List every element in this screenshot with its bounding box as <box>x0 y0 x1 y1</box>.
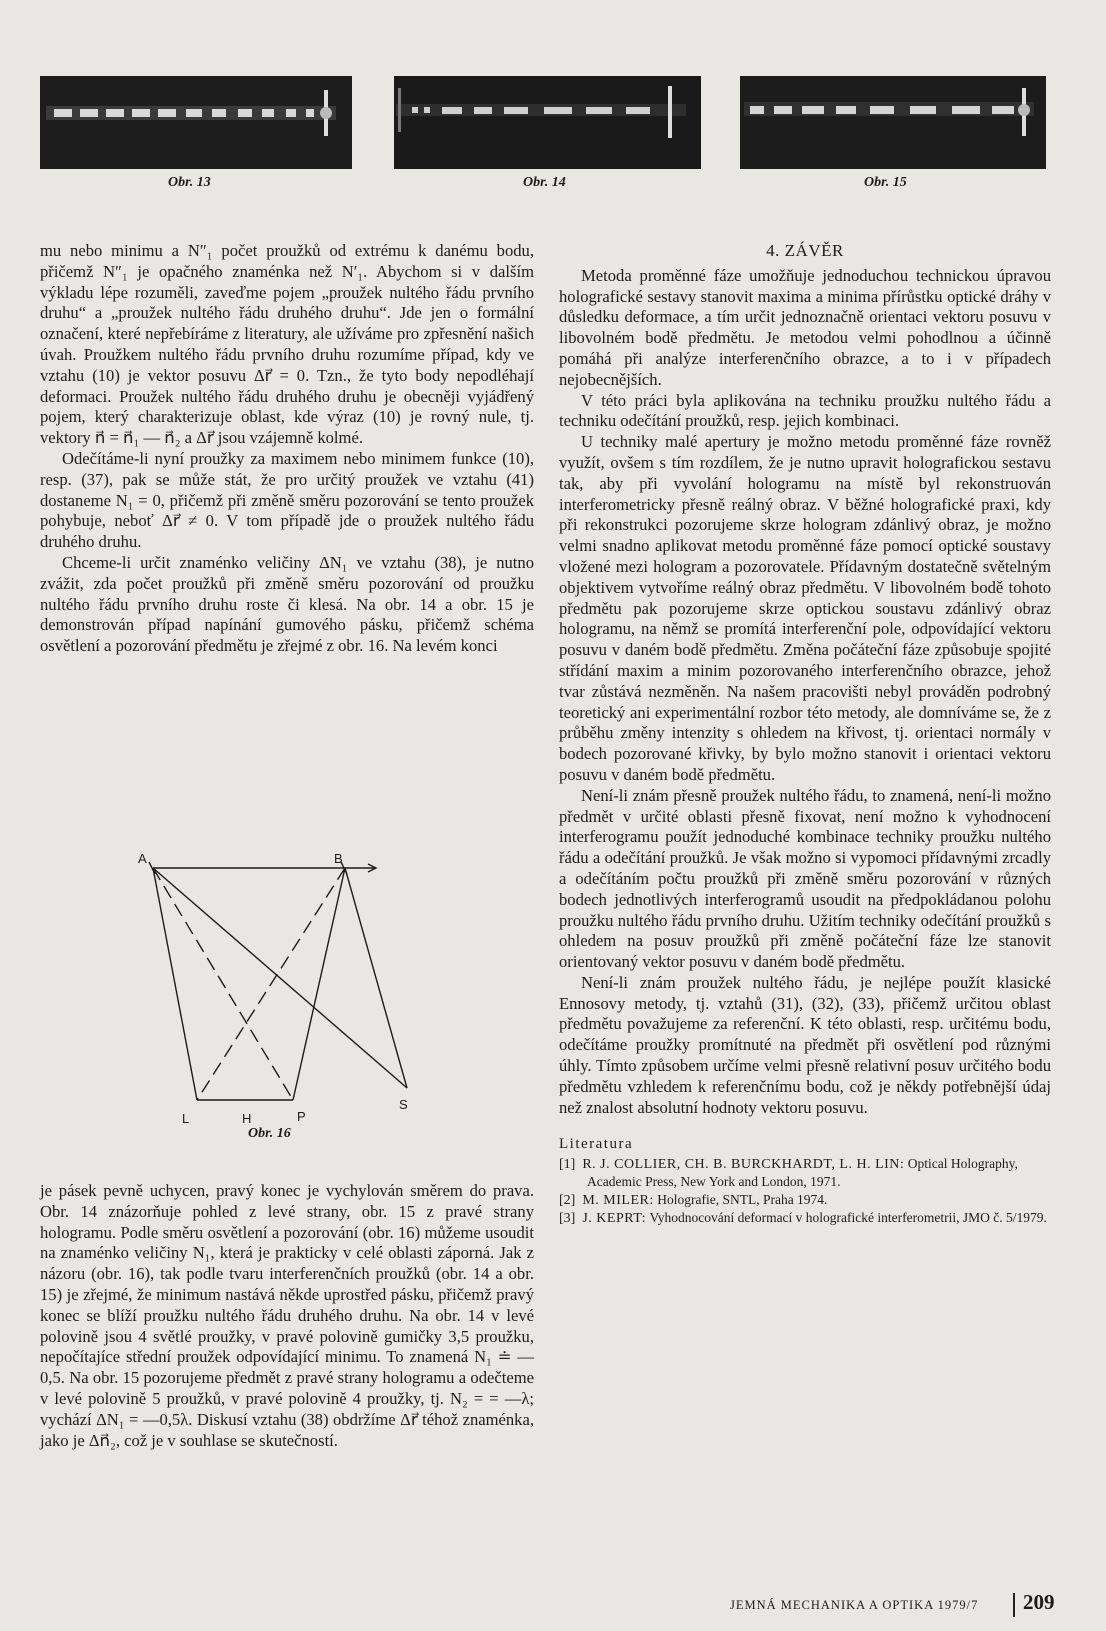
paragraph: Není-li znám přesně proužek nultého řádu, to znamená, není-li možno předmět v určité oblasti přesně fixovat, není možno k vyhodnocení interferogramu použít jednoduché kombinace techniky proužku nultého řádu a odečítání proužků. Je však možno si vypomoci přídavnými zrcadly a odečítáním počtu proužků při změně směru pozorování v různých bodech jednotlivých interferogramů usoudit na předpokládanou polohu proužku nultého řádu prvního druhu. Užitím techniky odečítání proužků s ohledem na posuv proužků při změně počáteční fáze lze stanovit orientovaný vektor posuvu v daném bodě předmětu. <box>559 785 1051 972</box>
reference-item <box>559 1155 1051 1191</box>
reference-item <box>559 1209 1051 1227</box>
left-column-bottom <box>40 1181 534 1451</box>
line-bp <box>293 868 345 1100</box>
label-s: S <box>399 1097 408 1112</box>
figure-13-photo <box>40 76 352 169</box>
figure-14-caption: Obr. 14 <box>523 175 566 190</box>
section-heading: 4. ZÁVĚR <box>766 241 844 260</box>
figure-15-photo <box>740 76 1046 169</box>
paragraph: U techniky malé apertury je možno metodu proměnné fáze rovněž využít, ovšem s tím rozdílem, že je nutno upravit holografickou sestavu tak, aby při vyvolání hologramu na místě byl rekonstruován interferometricky přesně reálný obraz. V běžné holografické praxi, kdy při rekonstrukci pozorujeme skrze hologram zdánlivý obraz, je možno velmi snadno aplikovat metodu proměnné fáze pomocí optické soustavy vložené mezi hologram a pozorovatele. Přídavným dostatečně světelným objektivem vytvoříme reálný obraz předmětu. V libovolném bodě tohoto předmětu pak pozorujeme skrze optickou soustavu zdánlivý obraz hologramu, na němž se promítá interferenční pole, odpovídající vektoru posuvu v daném bodě předmětu. Změna počáteční fáze způsobuje spojité střídání maxim a minim pozorovaného interferenčního obrazce, jehož tvar zůstává nezměněn. Na našem pracovišti nebyl prováděn podrobný teoretický ani experimentální rozbor této metody, ale domníváme se, že z průběhu změny intenzity s ohledem na křivost, tj. orientaci normály v bodech pozorované křivky, by bylo možno stanovit i orientaci vektoru posuvu v daném bodě předmětu. <box>559 432 1051 784</box>
paragraph: Metoda proměnné fáze umožňuje jednoduchou technickou úpravou holografické sestavy stanovit maxima a minima přírůstku optické dráhy v důsledku deformace, a tím určit jednoznačně orientaci vektoru posuvu v libovolném bodě předmětu. Je metodou velmi pohodlnou a účinně pomáhá při analýze interferenčního obrazce, a to i v případech nejobecnějších. <box>559 265 1051 389</box>
dash-ap <box>153 868 293 1100</box>
literature-title: Literatura <box>559 1136 634 1153</box>
paragraph: je pásek pevně uchycen, pravý konec je vychylován směrem do prava. Obr. 14 znázorňuje pohled z levé strany, obr. 15 z pravé strany hologramu. Podle směru osvětlení a pozorování (obr. 16) můžeme usoudit na znaménko veličiny N₁, která je prakticky v celé oblasti záporná. Jak z názoru (obr. 16), tak podle tvaru interferenčních proužků (obr. 14 a obr. 15) je zřejmé, že minimum nastává někde uprostřed pásku, přičemž pravý konec se blíží proužku nultého řádu druhého druhu. Na obr. 14 v levé polovině jsou 4 světlé proužky, v pravé polovině gumičky 3,5 proužku, nepočítajíce střední proužek odpovídající minimu. To znamená N₁ ≐ —0,5. Na obr. 15 pozorujeme předmět z pravé strany hologramu a odečteme v levé polovině 5 proužků, v pravé polovině 4 proužky, tj. N₂ = = —λ; vychází ΔN₁ = —0,5λ. Diskusí vztahu (38) obdržíme Δr⃗ téhož znaménka, jako je Δn⃗₂, což je v souhlase se skutečností. <box>40 1181 534 1450</box>
page-number: 209 <box>1023 1590 1055 1614</box>
reference-item <box>559 1191 1051 1209</box>
paragraph: V této práci byla aplikována na techniku proužku nultého řádu a techniku odečítání proužků, resp. jejich kombinaci. <box>559 390 1051 431</box>
dash-bl <box>197 868 345 1100</box>
reference-number: [1] <box>559 1157 576 1173</box>
label-b: B <box>334 851 343 866</box>
reference-details: Vyhodnocování deformací v holografické interferometrii, JMO č. 5/1979. <box>649 1210 1047 1226</box>
label-h: H <box>242 1111 252 1126</box>
figure-14-photo <box>394 76 701 169</box>
reference-number: [3] <box>559 1211 576 1227</box>
figure-13-image <box>40 76 352 169</box>
label-l: L <box>182 1111 190 1126</box>
reference-authors: R. J. COLLIER, CH. B. BURCKHARDT, L. H. LIN: <box>582 1157 905 1173</box>
footer-separator <box>1013 1593 1015 1617</box>
label-a: A <box>138 851 147 866</box>
figure-14-image <box>394 76 701 169</box>
figure-15-caption: Obr. 15 <box>864 175 907 190</box>
reference-details: Optical Holography, Academic Press, New York and London, 1971. <box>587 1156 1018 1190</box>
paragraph: Chceme-li určit znaménko veličiny ΔN₁ ve vztahu (38), je nutno zvážit, zda počet proužků při změně směru pozorování od proužku nultého řádu prvního druhu roste či klesá. Na obr. 14 a obr. 15 je demonstrován případ napínání gumového pásku, přičemž schéma osvětlení a pozorování předmětu je zřejmé z obr. 16. Na levém konci <box>40 552 534 656</box>
label-p: P <box>297 1109 306 1124</box>
paragraph: Odečítáme-li nyní proužky za maximem nebo minimem funkce (10), resp. (37), pak se může stát, že pro určitý proužek ve vztahu (41) dostaneme N₁ = 0, přičemž při změně směru pozorování se tento proužek pohybuje, neboť Δr⃗ ≠ 0. V tom případě jde o proužek nultého řádu druhého druhu. <box>40 448 534 552</box>
figure-15-image <box>740 76 1046 169</box>
reference-details: Holografie, SNTL, Praha 1974. <box>657 1192 828 1208</box>
reference-authors: J. KEPRT: <box>582 1211 646 1227</box>
line-as <box>153 868 407 1088</box>
figure-16-diagram <box>135 838 455 1143</box>
reference-authors: M. MILER: <box>582 1193 654 1209</box>
line-al <box>153 868 197 1100</box>
line-bs <box>345 868 407 1088</box>
journal-footer: JEMNÁ MECHANIKA A OPTIKA 1979/7 <box>730 1598 979 1612</box>
paragraph: Není-li znám proužek nultého řádu, je nejlépe použít klasické Ennosovy metody, tj. vztahů (31), (32), (33), přičemž určitou oblast předmětu považujeme za referenční. K této oblasti, resp. určitému bodu, odečítáme proužky promítnuté na předmět při osvětlení pod různými úhly. Tímto způsobem určíme velmi přesně relativní posuv určitého bodu předmětu vzhledem k referenčnímu bodu, což je někdy potřebnější údaj než znalost absolutní hodnoty vektoru posuvu. <box>559 972 1051 1117</box>
figure-13-caption: Obr. 13 <box>168 175 211 190</box>
figure-16-caption: Obr. 16 <box>248 1126 291 1141</box>
paragraph: mu nebo minimu a N″₁ počet proužků od extrému k danému bodu, přičemž N″₁ je opačného znaménka než N′₁. Abychom si v dalším výkladu lépe rozuměli, zaveďme pojem „proužek nultého řádu prvního druhu“ a „proužek nultého řádu druhého druhu“. Jde jen o formální označení, které nepřebíráme z literatury, ale užíváme pro zpřesnění našich úvah. Proužkem nultého řádu prvního druhu rozumíme případ, kdy ve vztahu (10) je vektor posuvu Δr⃗ = 0. Tzn., že tyto body nepodléhají deformaci. Proužek nultého řádu druhého druhu je obecněji vyjádřený pojem, který charakterizuje oblast, kde výraz (10) je rovný nule, tj. vektory n⃗ = n⃗₁ — n⃗₂ a Δr⃗ jsou vzájemně kolmé. <box>40 241 534 448</box>
left-column-top <box>40 241 534 657</box>
reference-number: [2] <box>559 1193 576 1209</box>
right-column <box>559 241 1051 1227</box>
